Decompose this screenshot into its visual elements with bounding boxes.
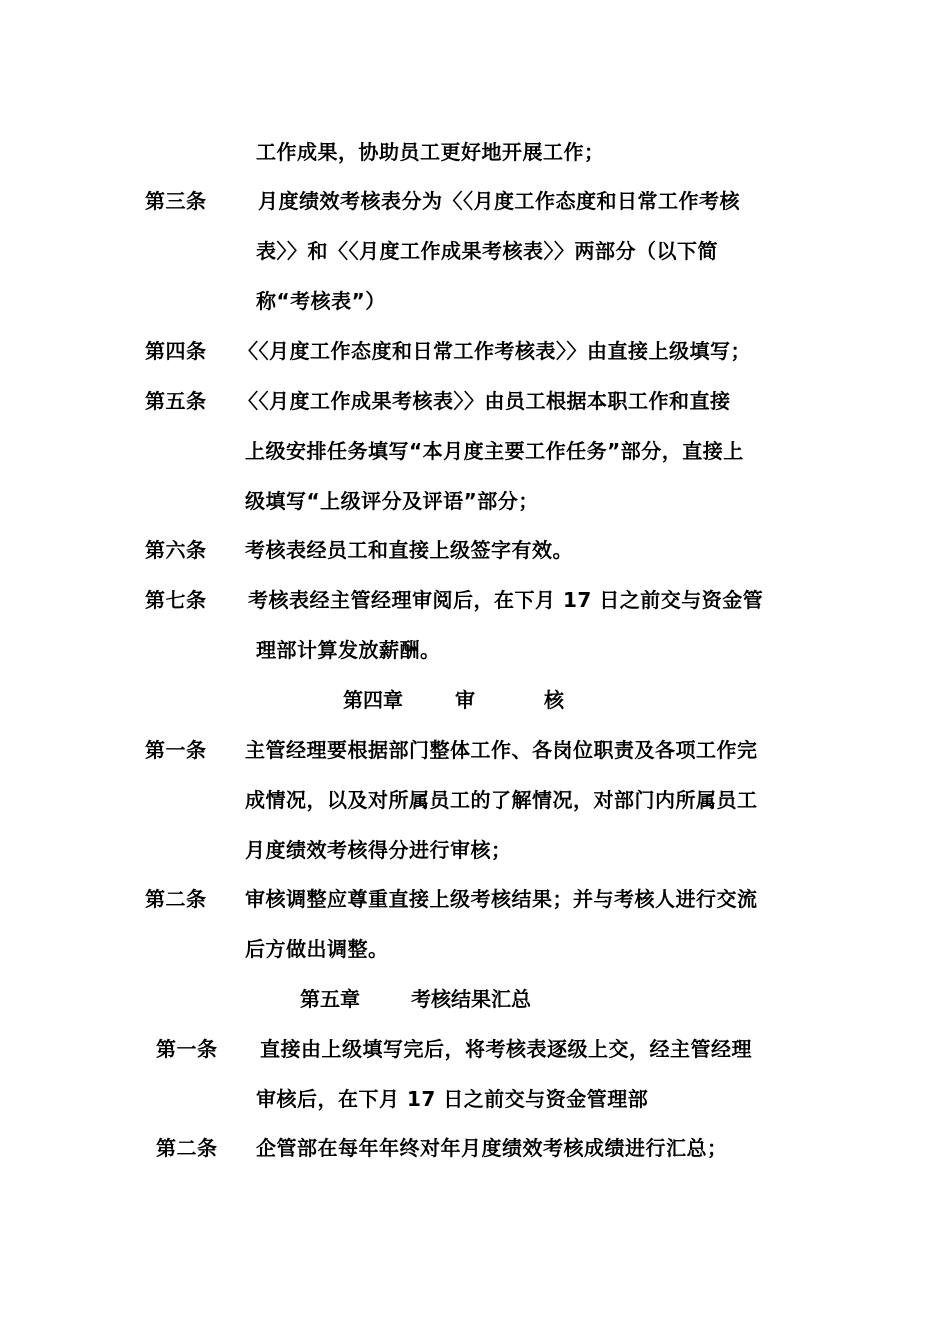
- article-text-line: 〈〈月度工作态度和日常工作考核表〉〉由直接上级填写；: [238, 339, 751, 363]
- article-text-line: 表〉〉和〈〈月度工作成果考核表〉〉两部分（以下简: [256, 239, 718, 263]
- continuation-line: 工作成果，协助员工更好地开展工作；: [256, 140, 605, 164]
- article-label: 第六条: [145, 538, 207, 562]
- article-text-line: 考核表经主管经理审阅后，在下月 17 日之前交与资金管: [248, 588, 764, 612]
- chapter-title-part: 核: [544, 688, 564, 712]
- article-text-line: 后方做出调整。: [245, 937, 389, 961]
- article-text-line: 级填写“上级评分及评语”部分；: [245, 489, 539, 513]
- article-text-line: 企管部在每年年终对年月度绩效考核成绩进行汇总；: [256, 1136, 728, 1160]
- chapter-number: 第四章: [343, 688, 403, 712]
- article-text-line: 成情况，以及对所属员工的了解情况，对部门内所属员工: [245, 788, 758, 812]
- chapter-title: 考核结果汇总: [411, 987, 531, 1011]
- article-text-line: 上级安排任务填写“本月度主要工作任务”部分，直接上: [245, 439, 744, 463]
- article-text-line: 月度绩效考核表分为〈〈月度工作态度和日常工作考核: [258, 189, 740, 213]
- chapter-title-part: 审: [455, 688, 475, 712]
- article-text-line: 主管经理要根据部门整体工作、各岗位职责及各项工作完: [245, 738, 758, 762]
- article-text-line: 月度绩效考核得分进行审核；: [245, 838, 512, 862]
- article-label: 第一条: [156, 1037, 218, 1061]
- article-label: 第一条: [145, 738, 207, 762]
- article-text-line: 理部计算发放薪酬。: [256, 638, 441, 662]
- article-text-line: 考核表经员工和直接上级签字有效。: [245, 538, 573, 562]
- article-text-line: 称“考核表”）: [256, 289, 386, 313]
- article-text-line: 〈〈月度工作成果考核表〉〉由员工根据本职工作和直接: [238, 389, 731, 413]
- article-text-line: 审核后，在下月 17 日之前交与资金管理部: [256, 1087, 649, 1111]
- article-text-line: 审核调整应尊重直接上级考核结果；并与考核人进行交流: [245, 887, 758, 911]
- article-label: 第二条: [145, 887, 207, 911]
- article-label: 第五条: [145, 389, 207, 413]
- article-label: 第三条: [145, 189, 207, 213]
- article-label: 第七条: [145, 588, 207, 612]
- chapter-number: 第五章: [300, 987, 360, 1011]
- article-label: 第二条: [156, 1136, 218, 1160]
- article-text-line: 直接由上级填写完后，将考核表逐级上交，经主管经理: [260, 1037, 752, 1061]
- article-label: 第四条: [145, 339, 207, 363]
